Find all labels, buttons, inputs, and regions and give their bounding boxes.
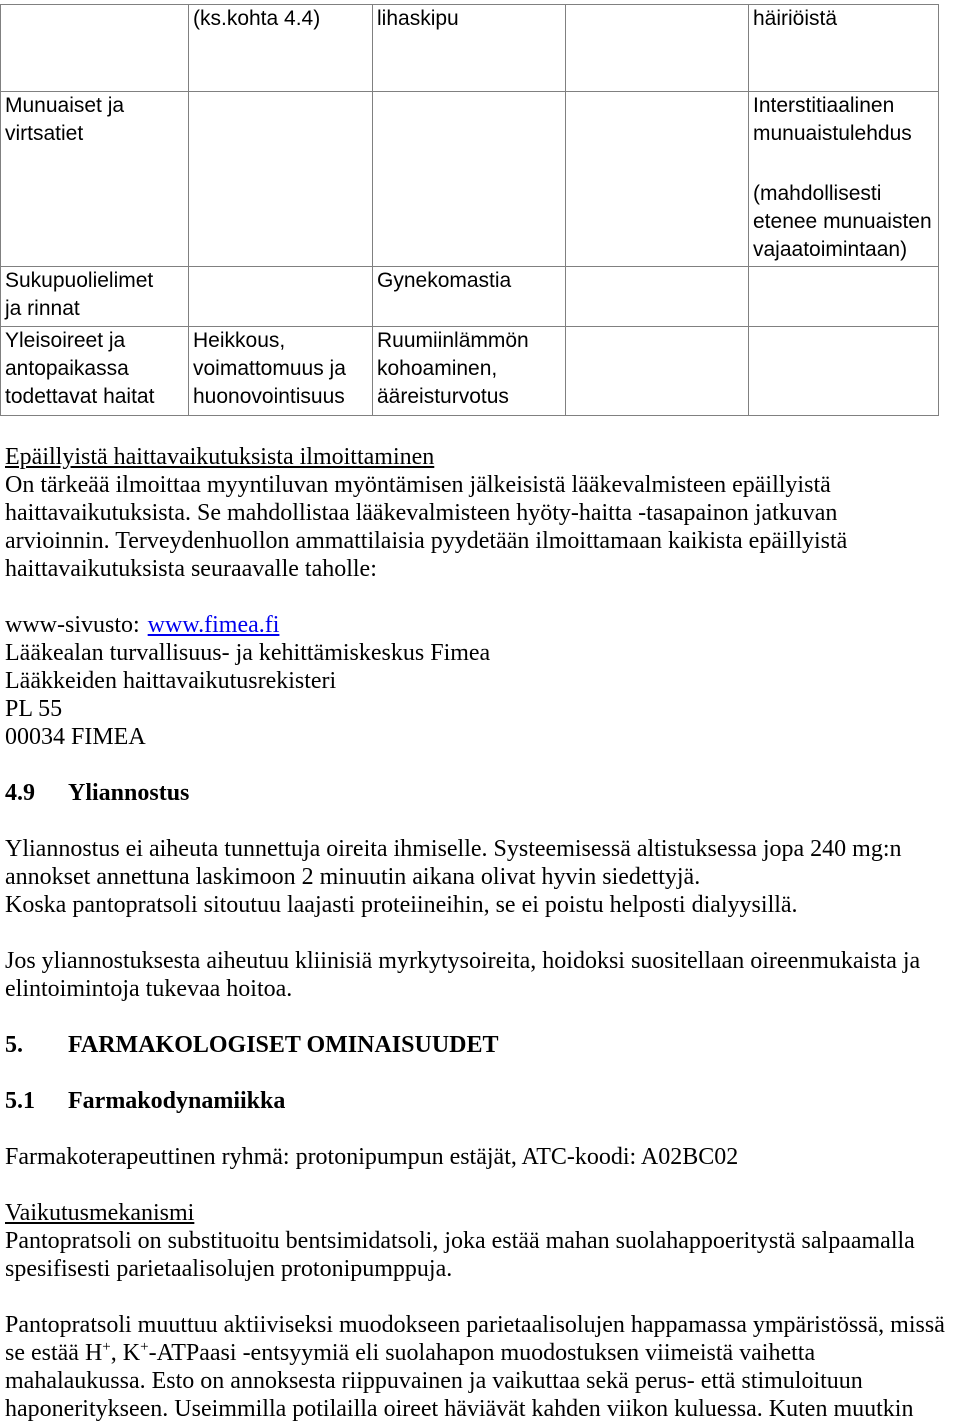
table-cell-empty [565,4,748,91]
section-title: Yliannostus [68,780,190,806]
table-cell-empty [188,266,372,326]
table-cell-empty [565,326,748,415]
table-cell: Ruumiinlämmön kohoaminen, ääreisturvotus [372,326,565,415]
table-cell: (ks.kohta 4.4) [188,4,372,91]
mechanism-heading: Vaikutusmekanismi [5,1200,195,1226]
address-line: Lääkkeiden haittavaikutusrekisteri [5,668,337,694]
address-line: Lääkealan turvallisuus- ja kehittämiskeskus Fimea [5,640,491,666]
paragraph-line: haponeritykseen. Useimmilla potilailla oireet häviävät kahden viikon kuluessa. Kuten muutkin [5,1396,914,1422]
fimea-link[interactable]: www.fimea.fi [147,612,280,638]
table-cell-empty [748,266,938,326]
table-cell-organ-class: Yleisoireet ja antopaikassa todettavat haitat [0,326,188,415]
paragraph-line: Jos yliannostuksesta aiheutuu kliinisiä myrkytysoireita, hoidoksi suositellaan oireenmukaista ja [5,948,921,974]
superscript: + [102,1339,111,1355]
paragraph-line: elintoimintoja tukevaa hoitoa. [5,976,293,1002]
section-heading-pharmacodynamics [5,1087,955,1115]
paragraph-line: Pantopratsoli muuttuu aktiiviseksi muodokseen parietaalisolujen happamassa ympäristössä, missä [5,1312,945,1338]
text-fragment: -ATPaasi -entsyymiä eli suolahapon muodostuksen viimeistä vaihetta [148,1340,816,1366]
paragraph-line: Koska pantopratsoli sitoutuu laajasti proteiineihin, se ei poistu helposti dialyysillä. [5,892,798,918]
text-fragment: se estää H [5,1340,103,1366]
table-cell-empty [188,91,372,266]
line-spacer [5,1171,955,1199]
paragraph-line: haittavaikutuksista seuraavalle taholle: [5,556,377,582]
section-number: 5.1 [5,1088,35,1114]
reporting-heading: Epäillyistä haittavaikutuksista ilmoittaminen [5,444,435,470]
address-line: 00034 FIMEA [5,724,146,750]
table-cell-organ-class: Sukupuolielimet ja rinnat [0,266,188,326]
table-cell-text: Interstitiaalinen munuaistulehdus [753,94,912,145]
line-spacer [5,919,955,947]
paragraph-line: Pantopratsoli on substituoitu bentsimidatsoli, joka estää mahan suolahappoeritystä salpaamalla [5,1228,915,1254]
paragraph-line: arvioinnin. Terveydenhuollon ammattilaisia pyydetään ilmoittamaan kaikista epäillyistä [5,528,848,554]
line-spacer [5,1283,955,1311]
table-cell-empty [565,91,748,266]
table-cell-organ-class: Munuaiset ja virtsatiet [0,91,188,266]
section-title: Farmakodynamiikka [68,1088,286,1114]
paragraph-line: mahalaukussa. Esto on annoksesta riippuvainen ja vaikuttaa sekä perus- että stimuloituun [5,1368,863,1394]
line-spacer [5,1003,955,1031]
table-cell: lihaskipu [372,4,565,91]
paragraph-line: annokset annettuna laskimoon 2 minuutin aikana olivat hyvin siedettyjä. [5,864,701,890]
section-number: 5. [5,1032,23,1058]
paragraph-line: On tärkeää ilmoittaa myyntiluvan myöntämisen jälkeisistä lääkevalmisteen epäillyistä [5,472,831,498]
therapeutic-group-line: Farmakoterapeuttinen ryhmä: protonipumpun estäjät, ATC-koodi: A02BC02 [5,1144,739,1170]
website-line [5,611,955,639]
paragraph-line: spesifisesti parietaalisolujen protonipumppuja. [5,1256,453,1282]
section-number: 4.9 [5,780,35,806]
website-label: www-sivusto: [5,612,140,638]
line-spacer [5,807,955,835]
table-cell-empty [372,91,565,266]
table-cell: Gynekomastia [372,266,565,326]
line-spacer [5,1059,955,1087]
table-cell: Heikkous, voimattomuus ja huonovointisuus [188,326,372,415]
section-title: FARMAKOLOGISET OMINAISUUDET [68,1032,499,1058]
line-spacer [5,1115,955,1143]
table-cell-empty [748,326,938,415]
table-cell-empty [0,4,188,91]
paragraph-line [5,1339,955,1367]
section-heading-pharmacological-properties [5,1031,955,1059]
table-cell-empty [565,266,748,326]
line-spacer [5,583,955,611]
paragraph-line: haittavaikutuksista. Se mahdollistaa lääkevalmisteen hyöty-haitta -tasapainon jatkuvan [5,500,838,526]
superscript: + [140,1339,149,1355]
table-cell: häiriöistä [748,4,938,91]
document-body [5,443,955,1423]
adverse-reactions-table [0,4,939,416]
paragraph-line: Yliannostus ei aiheuta tunnettuja oireita ihmiselle. Systeemisessä altistuksessa jopa 240 mg:n [5,836,902,862]
text-fragment: , K [110,1340,141,1366]
table-cell-note: (mahdollisesti etenee munuaisten vajaatoimintaan) [753,182,932,261]
table-cell [748,91,938,266]
address-line: PL 55 [5,696,63,722]
section-heading-overdose [5,779,955,807]
line-spacer [5,751,955,779]
